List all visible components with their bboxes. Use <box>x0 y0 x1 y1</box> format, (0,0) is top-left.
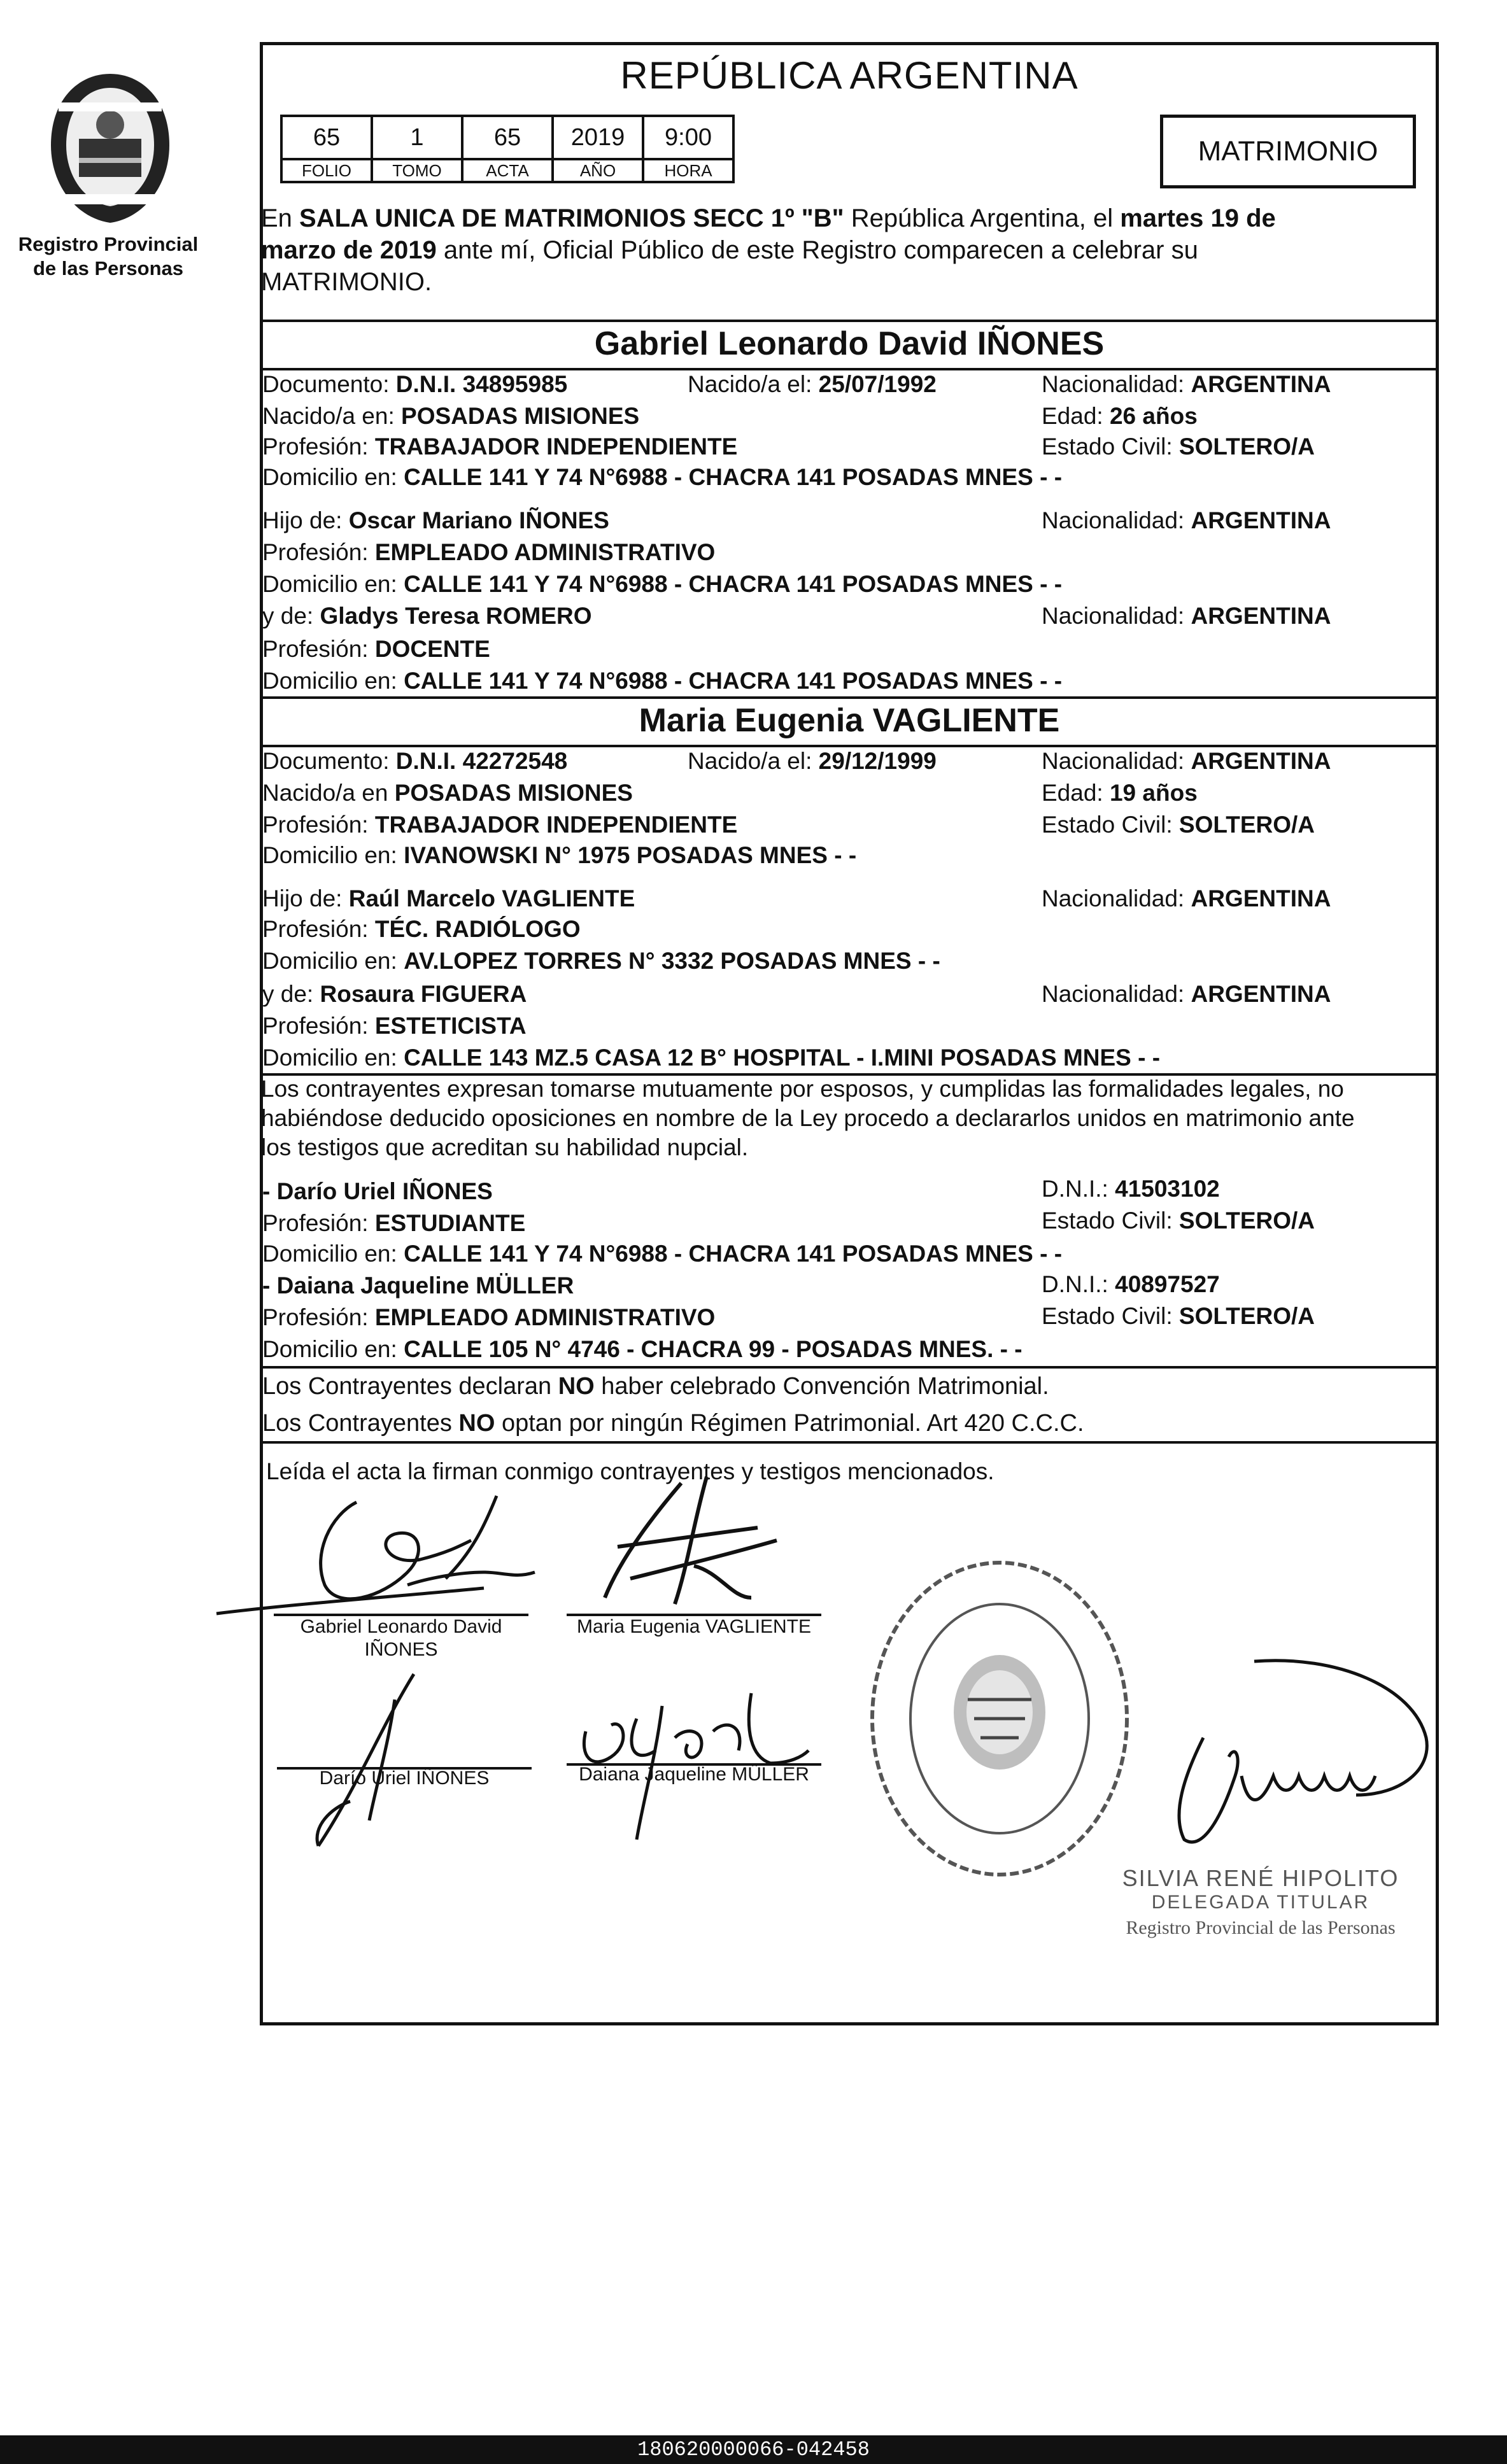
witness1-name: - Darío Uriel IÑONES <box>262 1178 493 1204</box>
official-name: SILVIA RENÉ HIPOLITO <box>1122 1865 1399 1891</box>
signature-witness1 <box>280 1661 471 1852</box>
spouse1-profession: Profesión: TRABAJADOR INDEPENDIENTE <box>262 433 738 460</box>
province-emblem <box>39 69 181 228</box>
acta-value: 65 <box>462 116 553 159</box>
intro-text: En <box>261 204 300 232</box>
signatures-intro: Leída el acta la firman conmigo contrayentes y testigos mencionados. <box>266 1458 994 1484</box>
spouse2-profession: Profesión: TRABAJADOR INDEPENDIENTE <box>262 812 738 838</box>
acta-label: ACTA <box>462 159 553 182</box>
signature-spouse2 <box>567 1470 809 1617</box>
spouse1-nationality: Nacionalidad: ARGENTINA <box>1042 371 1331 397</box>
signature-label-spouse2: Maria Eugenia VAGLIENTE <box>577 1616 811 1637</box>
spouse2-father: Hijo de: Raúl Marcelo VAGLIENTE <box>262 885 635 912</box>
spouse1-mother-address: Domicilio en: CALLE 141 Y 74 N°6988 - CHACRA 141 POSADAS MNES - - <box>262 668 1063 694</box>
spouse1-father-address: Domicilio en: CALLE 141 Y 74 N°6988 - CHACRA 141 POSADAS MNES - - <box>262 571 1063 597</box>
emblem-caption <box>13 232 204 281</box>
declaration-line: los testigos que acreditan su habilidad nupcial. <box>261 1134 749 1160</box>
witness1-profession: Profesión: ESTUDIANTE <box>262 1210 526 1236</box>
spouse2-father-profession: Profesión: TÉC. RADIÓLOGO <box>262 916 581 942</box>
intro-text: República Argentina, el <box>844 204 1121 232</box>
patrimonial-regime-statement: Los Contrayentes NO optan por ningún Régimen Patrimonial. Art 420 C.C.C. <box>262 1410 1084 1437</box>
spouse2-address: Domicilio en: IVANOWSKI N° 1975 POSADAS MNES - - <box>262 842 857 868</box>
declaration-line: habiéndose deducido oposiciones en nombre de la Ley procedo a declararlos unidos en matrimonio ante <box>261 1105 1355 1131</box>
divider <box>260 320 1439 322</box>
marriage-date-part1: martes 19 de <box>1120 204 1276 232</box>
intro-text: MATRIMONIO. <box>261 268 432 296</box>
witness1-address: Domicilio en: CALLE 141 Y 74 N°6988 - CHACRA 141 POSADAS MNES - - <box>262 1241 1063 1267</box>
official-role: DELEGADA TITULAR <box>1151 1892 1370 1913</box>
intro-text: ante mí, Oficial Público de este Registro comparecen a celebrar su <box>436 236 1198 264</box>
witness1-dni: D.N.I.: 41503102 <box>1042 1176 1220 1202</box>
spouse2-mother-nationality: Nacionalidad: ARGENTINA <box>1042 981 1331 1007</box>
divider <box>260 1366 1439 1369</box>
witness2-civil-status: Estado Civil: SOLTERO/A <box>1042 1303 1315 1329</box>
hora-label: HORA <box>643 159 733 182</box>
emblem-caption-line2: de las Personas <box>32 257 184 279</box>
intro-paragraph <box>261 202 1436 298</box>
witness2-name: - Daiana Jaqueline MÜLLER <box>262 1272 574 1299</box>
spouse1-father: Hijo de: Oscar Mariano IÑONES <box>262 507 609 533</box>
hora-value: 9:00 <box>643 116 733 159</box>
signature-spouse1 <box>216 1477 573 1623</box>
spouse1-birthplace: Nacido/a en: POSADAS MISIONES <box>262 403 640 429</box>
witness2-profession: Profesión: EMPLEADO ADMINISTRATIVO <box>262 1304 716 1330</box>
tomo-value: 1 <box>372 116 462 159</box>
spouse2-mother-address: Domicilio en: CALLE 143 MZ.5 CASA 12 B° HOSPITAL - I.MINI POSADAS MNES - - <box>262 1045 1161 1071</box>
emblem-caption-line1: Registro Provincial <box>18 233 199 255</box>
spouse2-mother-profession: Profesión: ESTETICISTA <box>262 1013 527 1039</box>
spouse2-age: Edad: 19 años <box>1042 780 1198 806</box>
record-type-box: MATRIMONIO <box>1160 115 1416 188</box>
anio-label: AÑO <box>553 159 643 182</box>
folio-label: FOLIO <box>281 159 372 182</box>
spouse2-civil-status: Estado Civil: SOLTERO/A <box>1042 812 1315 838</box>
official-office: Registro Provincial de las Personas <box>1126 1917 1396 1938</box>
spouse2-name: Maria Eugenia VAGLIENTE <box>639 702 1060 739</box>
spouse1-mother-nationality: Nacionalidad: ARGENTINA <box>1042 603 1331 629</box>
official-seal <box>866 1553 1133 1884</box>
spouse1-father-profession: Profesión: EMPLEADO ADMINISTRATIVO <box>262 539 716 565</box>
spouse2-father-nationality: Nacionalidad: ARGENTINA <box>1042 885 1331 912</box>
signature-label-witness1: Darío Uriel IÑONES <box>319 1768 490 1789</box>
spouse1-father-nationality: Nacionalidad: ARGENTINA <box>1042 507 1331 533</box>
spouse2-birthplace: Nacido/a en POSADAS MISIONES <box>262 780 633 806</box>
spouse1-civil-status: Estado Civil: SOLTERO/A <box>1042 433 1315 460</box>
spouse1-address: Domicilio en: CALLE 141 Y 74 N°6988 - CHACRA 141 POSADAS MNES - - <box>262 464 1063 490</box>
office-name: SALA UNICA DE MATRIMONIOS SECC 1º "B" <box>299 204 844 232</box>
spouse2-born: Nacido/a el: 29/12/1999 <box>688 748 937 774</box>
signature-label-witness2: Daiana Jaqueline MÜLLER <box>579 1764 809 1785</box>
convention-statement: Los Contrayentes declaran NO haber celebrado Convención Matrimonial. <box>262 1373 1049 1400</box>
spouse1-mother-profession: Profesión: DOCENTE <box>262 636 490 662</box>
declaration-line: Los contrayentes expresan tomarse mutuamente por esposos, y cumplidas las formalidades legales, no <box>261 1076 1344 1102</box>
tomo-label: TOMO <box>372 159 462 182</box>
spouse2-mother: y de: Rosaura FIGUERA <box>262 981 527 1007</box>
spouse2-father-address: Domicilio en: AV.LOPEZ TORRES N° 3332 POSADAS MNES - - <box>262 948 940 974</box>
declaration-paragraph <box>261 1074 1436 1162</box>
page-title: REPÚBLICA ARGENTINA <box>620 54 1079 97</box>
anio-value: 2019 <box>553 116 643 159</box>
divider <box>260 1441 1439 1444</box>
witness1-civil-status: Estado Civil: SOLTERO/A <box>1042 1207 1315 1234</box>
marriage-date-part2: marzo de 2019 <box>261 236 437 264</box>
document-barcode-number: 180620000066-042458 <box>0 2435 1507 2464</box>
spouse1-name: Gabriel Leonardo David IÑONES <box>594 325 1105 362</box>
spouse1-mother: y de: Gladys Teresa ROMERO <box>262 603 592 629</box>
divider <box>260 696 1439 699</box>
signature-label-spouse1: Gabriel Leonardo David IÑONES <box>300 1616 502 1660</box>
spouse1-born: Nacido/a el: 25/07/1992 <box>688 371 937 397</box>
register-number-table <box>280 115 735 183</box>
spouse2-doc: Documento: D.N.I. 42272548 <box>262 748 568 774</box>
witness2-dni: D.N.I.: 40897527 <box>1042 1271 1220 1297</box>
spouse1-doc: Documento: D.N.I. 34895985 <box>262 371 568 397</box>
spouse2-nationality: Nacionalidad: ARGENTINA <box>1042 748 1331 774</box>
witness2-address: Domicilio en: CALLE 105 N° 4746 - CHACRA 99 - POSADAS MNES. - - <box>262 1336 1022 1362</box>
folio-value: 65 <box>281 116 372 159</box>
signature-official <box>1146 1649 1445 1865</box>
spouse1-age: Edad: 26 años <box>1042 403 1198 429</box>
